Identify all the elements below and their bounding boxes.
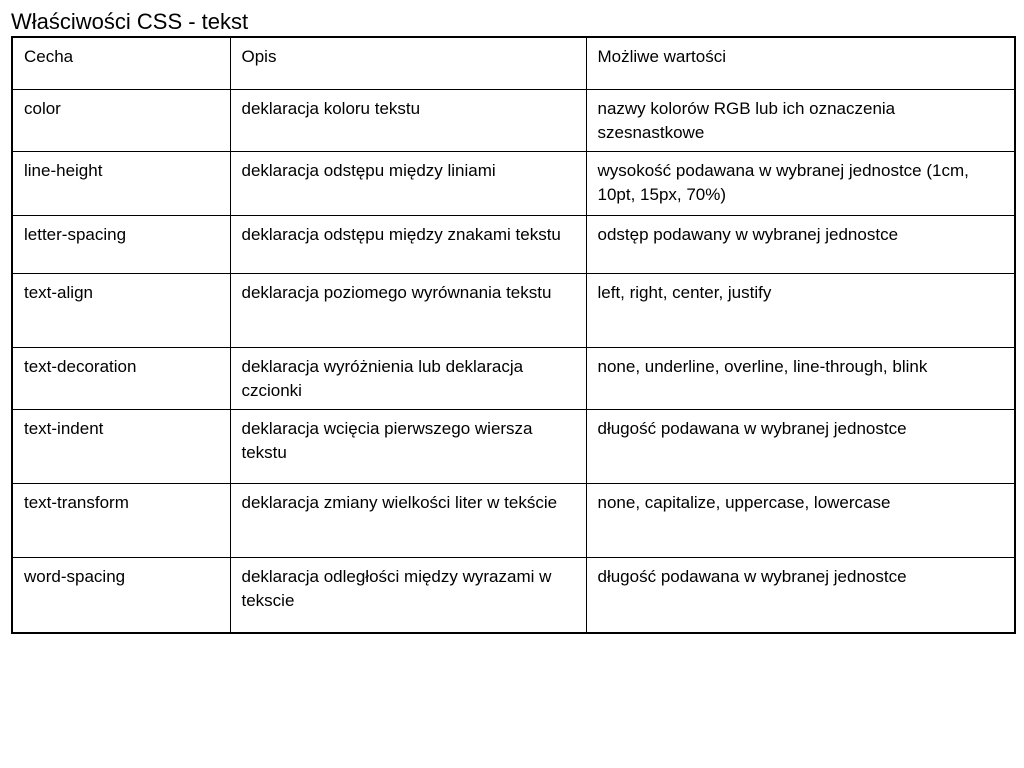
table-row [12,273,1015,347]
feature-cell: text-align [12,273,230,347]
feature-cell: letter-spacing [12,215,230,273]
values-cell: długość podawana w wybranej jednostce [586,557,1015,633]
values-cell: none, underline, overline, line-through, blink [586,347,1015,409]
feature-cell: line-height [12,151,230,215]
values-cell: wysokość podawana w wybranej jednostce (1cm, 10pt, 15px, 70%) [586,151,1015,215]
table-row [12,557,1015,633]
description-cell: deklaracja odległości między wyrazami w tekscie [230,557,586,633]
description-cell: deklaracja odstępu między liniami [230,151,586,215]
description-cell: deklaracja wyróżnienia lub deklaracja czcionki [230,347,586,409]
table-row [12,151,1015,215]
feature-cell: text-indent [12,409,230,483]
feature-cell: word-spacing [12,557,230,633]
values-cell: odstęp podawany w wybranej jednostce [586,215,1015,273]
description-cell: deklaracja wcięcia pierwszego wiersza tekstu [230,409,586,483]
table-row [12,215,1015,273]
values-cell: nazwy kolorów RGB lub ich oznaczenia szesnastkowe [586,89,1015,151]
header-cell-possible-values: Możliwe wartości [586,37,1015,89]
table-row [12,409,1015,483]
feature-cell: color [12,89,230,151]
description-cell: deklaracja zmiany wielkości liter w tekście [230,483,586,557]
table-header-row [12,37,1015,89]
slide-title: Właściwości CSS - tekst [11,9,249,34]
values-cell: left, right, center, justify [586,273,1015,347]
description-cell: deklaracja poziomego wyrównania tekstu [230,273,586,347]
header-cell-feature: Cecha [12,37,230,89]
table-row [12,347,1015,409]
feature-cell: text-transform [12,483,230,557]
values-cell: długość podawana w wybranej jednostce [586,409,1015,483]
description-cell: deklaracja koloru tekstu [230,89,586,151]
css-text-properties-table [11,36,1016,634]
table-row [12,483,1015,557]
feature-cell: text-decoration [12,347,230,409]
values-cell: none, capitalize, uppercase, lowercase [586,483,1015,557]
table-row [12,89,1015,151]
header-cell-description: Opis [230,37,586,89]
description-cell: deklaracja odstępu między znakami tekstu [230,215,586,273]
